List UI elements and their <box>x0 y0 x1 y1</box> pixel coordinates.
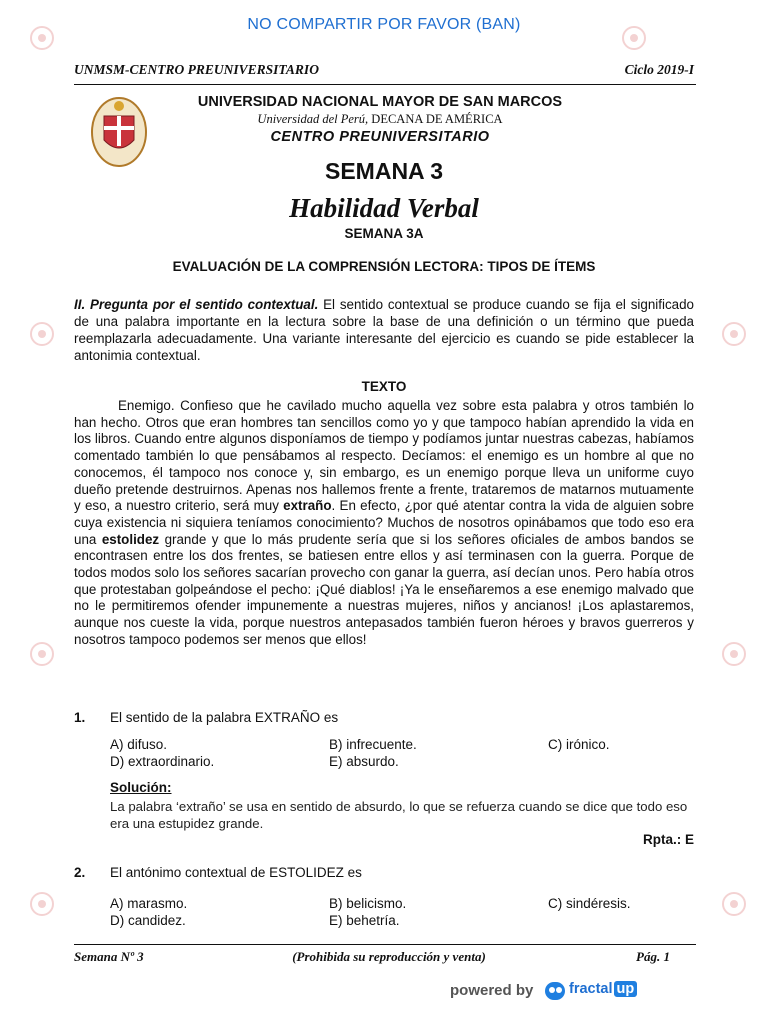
header-rule <box>74 84 696 85</box>
question-stem: El antónimo contextual de ESTOLIDEZ es <box>110 865 362 880</box>
footer-week: Semana Nº 3 <box>74 949 144 964</box>
question-number: 1. <box>74 710 86 725</box>
university-crest-icon <box>90 94 148 168</box>
option-b: B) infrecuente. <box>329 737 417 752</box>
solution-title: Solución: <box>110 780 172 795</box>
reading-passage <box>74 398 694 649</box>
text-heading: TEXTO <box>361 379 407 394</box>
running-header-left: UNMSM-CENTRO PREUNIVERSITARIO <box>74 62 319 77</box>
fractalup-logo-icon <box>545 982 565 1000</box>
passage-part-1: Enemigo. Confieso que he cavilado mucho aquella vez sobre esta palabra y otros también lo han hecho. Otros que eran hombres tan sencillos como yo y que tampoco habían aprendido la vida en los libros. Cuando entre algunos disponíamos de tiempo y podíamos juntar nuestras cabezas, habíamos comentado también lo que pensábamos al respecto. Decíamos: el enemigo es un hombre al que no conocemos, él tampoco nos conoce y, sin embargo, es un enemigo porque lleva un uniforme cuyo dueño pretende destruirnos. Apenas nos hallemos frente a frente, trataremos de matarnos mutuamente y eso, a nuestro criterio, será muy <box>74 398 694 514</box>
watermark-logo-icon <box>720 320 748 348</box>
question-number: 2. <box>74 865 86 880</box>
option-e: E) behetría. <box>329 913 400 928</box>
page-footer <box>74 949 694 967</box>
brand-name: fractal <box>569 981 613 997</box>
footer-page: Pág. 1 <box>636 949 670 964</box>
watermark-logo-icon <box>720 890 748 918</box>
watermark-logo-icon <box>28 890 56 918</box>
option-d: D) candidez. <box>110 913 186 928</box>
course-title: Habilidad Verbal <box>289 193 479 223</box>
watermark-logo-icon <box>720 640 748 668</box>
intro-text: El sentido contextual se produce cuando se fija el significado de una palabra importante en la lectura sobre la base de una definición o un término que pueda reemplazarla adecuadamente. Una variante interesante del ejercicio es cuando se pide establecer la antonimia contextual. <box>74 297 694 363</box>
week-title: SEMANA 3 <box>325 158 443 184</box>
keyword-estolidez: estolidez <box>101 531 160 547</box>
motto-prefix: Universidad del Perú, <box>257 112 372 126</box>
powered-by-label: powered by <box>450 982 534 999</box>
do-not-share-banner: NO COMPARTIR POR FAVOR (BAN) <box>247 16 521 33</box>
answer-label: Rpta.: E <box>642 832 694 847</box>
passage-part-2: . En efecto, ¿por qué atentar contra la vida de alguien sobre cuya existencia ni siquiera teníamos conocimiento? Muchos de nosotros opinábamos que todo eso era una <box>74 498 694 547</box>
option-c: C) sindéresis. <box>548 896 631 911</box>
footer-rule <box>74 944 696 945</box>
option-c: C) irónico. <box>548 737 610 752</box>
brand-suffix: up <box>614 981 638 997</box>
option-d: D) extraordinario. <box>110 754 215 769</box>
option-e: E) absurdo. <box>329 754 399 769</box>
week-subtitle: SEMANA 3A <box>344 226 424 241</box>
running-header-right: Ciclo 2019-I <box>624 62 694 77</box>
question-stem: El sentido de la palabra EXTRAÑO es <box>110 710 339 725</box>
university-motto <box>150 112 610 127</box>
keyword-extrano: extraño <box>283 498 332 514</box>
footer-notice: (Prohibida su reproducción y venta) <box>292 949 486 964</box>
watermark-logo-icon <box>28 640 56 668</box>
running-header <box>74 62 694 82</box>
option-a: A) difuso. <box>110 737 168 752</box>
option-b: B) belicismo. <box>329 896 407 911</box>
watermark-logo-icon <box>28 320 56 348</box>
intro-paragraph <box>74 296 694 364</box>
university-name: UNIVERSIDAD NACIONAL MAYOR DE SAN MARCOS <box>197 94 563 110</box>
option-a: A) marasmo. <box>110 896 188 911</box>
passage-part-3: grande y que lo más prudente sería que si los señores oficiales de ambos bandos se encontrasen entre los dos frentes, se batiesen entre ellos y así terminasen con la guerra. Porque de todos modos solo los señores sacarían provecho con ganar la guerra, así decían unos. Pero había otros que protestaban golpeándose el pecho: ¡Qué diablos! ¡Ya le enseñaremos a ese enemigo malvado que no le permitiremos ofender impunemente a nuestras mujeres, niños y ancianos! ¡Los aplastaremos, aunque nos cueste la vida, porque nuestros antepasados también fueron héroes y bravos guerreros y nosotros tampoco podemos ser menos que ellos! <box>74 531 694 647</box>
motto-text: DECANA DE AMÉRICA <box>371 112 503 126</box>
center-name: CENTRO PREUNIVERSITARIO <box>270 129 490 145</box>
intro-lead: II. Pregunta por el sentido contextual. <box>74 297 319 312</box>
section-title: EVALUACIÓN DE LA COMPRENSIÓN LECTORA: TIPOS DE ÍTEMS <box>172 259 596 274</box>
solution-text: La palabra ‘extraño’ se usa en sentido de absurdo, lo que se refuerza cuando se dice que todo eso era una estupidez grande. <box>110 799 688 831</box>
